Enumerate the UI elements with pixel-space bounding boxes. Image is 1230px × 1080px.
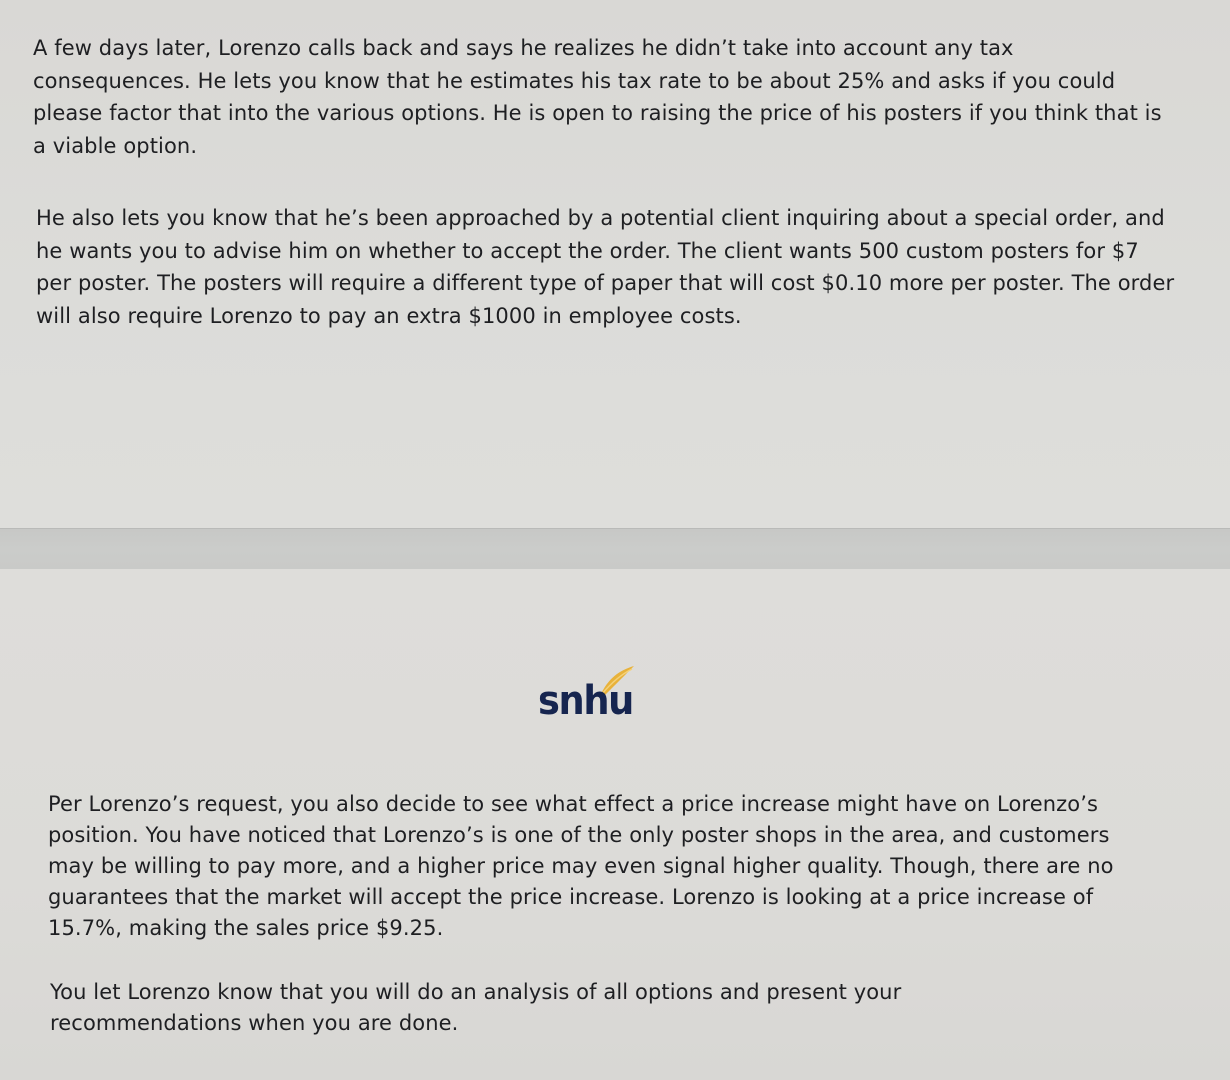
paragraph-analysis-note: You let Lorenzo know that you will do an analysis of all options and present your recommendations when you are done. (50, 980, 902, 1035)
logo-wordmark: snhu (538, 678, 633, 724)
snhu-logo (538, 660, 648, 732)
page-divider (0, 528, 1230, 570)
paragraph-tax-consequences: A few days later, Lorenzo calls back and says he realizes he didn’t take into account any tax consequences. He lets you know that he estimates his tax rate to be about 25% and asks if you could please factor that into the various options. He is open to raising the price of his posters if you think that is a viable option. (33, 36, 1162, 158)
paragraph-special-order: He also lets you know that he’s been approached by a potential client inquiring about a special order, and he wants you to advise him on whether to accept the order. The client wants 500 custom posters for $7 per poster. The posters will require a different type of paper that will cost $0.10 more per poster. The order will also require Lorenzo to pay an extra $1000 in employee costs. (36, 206, 1175, 328)
paragraph-price-increase: Per Lorenzo’s request, you also decide to see what effect a price increase might have on Lorenzo’s position. You have noticed that Lorenzo’s is one of the only poster shops in the area, and customers may be willing to pay more, and a higher price may even signal higher quality. Though, there are no guarantees that the market will accept the price increase. Lorenzo is looking at a price increase of 15.7%, making the sales price $9.25. (48, 792, 1114, 940)
